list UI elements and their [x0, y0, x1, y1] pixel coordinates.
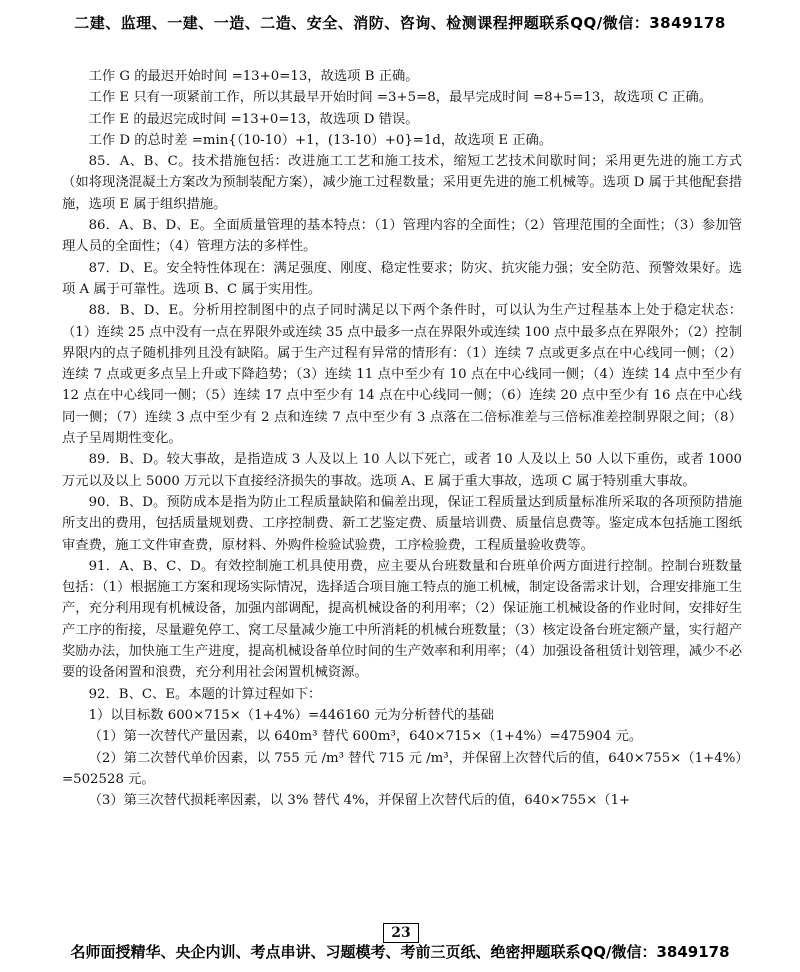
page-content: [62, 66, 742, 811]
page-number: 23: [383, 923, 419, 943]
paragraph: 1）以目标数 600×715×（1+4%）=446160 元为分析替代的基础: [88, 707, 494, 723]
paragraph: 工作 E 只有一项紧前工作，所以其最早开始时间 =3+5=8，最早完成时间 =8+5=13，故选项 C 正确。: [88, 90, 712, 106]
paragraph: （2）第二次替代单价因素，以 755 元 /m³ 替代 715 元 /m³，并保留上次替代后的值，640×755×（1+4%）=502528 元。: [62, 750, 742, 787]
page-header: 二建、监理、一建、一造、二造、安全、消防、咨询、检测课程押题联系QQ/微信：3849178: [74, 14, 726, 32]
paragraph: 89．B、D。较大事故，是指造成 3 人及以上 10 人以下死亡，或者 10 人及以上 50 人以下重伤，或者 1000 万元以及以上 5000 万元以下直接经济损失的事故。选项 A、E 属于重大事故，选项 C 属于特别重大事故。: [62, 452, 742, 489]
paragraph: 工作 E 的最迟完成时间 =13+0=13，故选项 D 错误。: [88, 111, 419, 127]
paragraph: （1）第一次替代产量因素，以 640m³ 替代 600m³，640×715×（1+4%）=475904 元。: [88, 729, 643, 745]
paragraph: 工作 G 的最迟开始时间 =13+0=13，故选项 B 正确。: [88, 69, 419, 84]
paragraph: 88．B、D、E。分析用控制图中的点子同时满足以下两个条件时，可以认为生产过程基本上处于稳定状态：（1）连续 25 点中没有一点在界限外或连续 35 点中最多一点在界限外或连续 100 点中最多点在界限外；（2）控制界限内的点子随机排列且没有缺陷。属于生产过程有异常的情形有：（1）连续 7 点或更多点在中心线同一侧；（2）连续 7 点或更多点呈上升或下降趋势；（3）连续 11 点中至少有 10 点在中心线同一侧；（4）连续 14 点中至少有 12 点在中心线同一侧；（5）连续 17 点中至少有 14 点在中心线同一侧；（6）连续 20 点中至少有 16 点在中心线同一侧；（7）连续 3 点中至少有 2 点和连续 7 点中至少有 3 点落在二倍标准差与三倍标准差控制界限之间；（8）点子呈周期性变化。: [62, 303, 742, 447]
paragraph: （3）第三次替代损耗率因素，以 3% 替代 4%，并保留上次替代后的值，640×755×（1+: [88, 793, 631, 809]
page-footer: 名师面授精华、央企内训、考点串讲、习题模考、考前三页纸、绝密押题联系QQ/微信：3849178: [70, 943, 730, 961]
paragraph: 92．B、C、E。本题的计算过程如下：: [88, 686, 322, 702]
paragraph: 85．A、B、C。技术措施包括：改进施工工艺和施工技术，缩短工艺技术间歇时间；采用更先进的施工方式（如将现浇混凝土方案改为预制装配方案），减少施工过程数量；采用更先进的施工机械等。选项 D 属于其他配套措施，选项 E 属于组织措施。: [62, 154, 742, 212]
paragraph: 87．D、E。安全特性体现在：满足强度、刚度、稳定性要求；防灾、抗灾能力强；安全防范、预警效果好。选项 A 属于可靠性。选项 B、C 属于实用性。: [62, 260, 742, 297]
paragraph: 90．B、D。预防成本是指为防止工程质量缺陷和偏差出现，保证工程质量达到质量标准所采取的各项预防措施所支出的费用，包括质量规划费、工序控制费、新工艺鉴定费、质量培训费、质量信息费等。鉴定成本包括施工图纸审查费，施工文件审查费，原材料、外购件检验试验费，工序检验费，工程质量验收费等。: [62, 494, 742, 553]
paragraph: 工作 D 的总时差 =min{（10-10）+1，(13-10）+0}=1d，故选项 E 正确。: [88, 132, 553, 148]
paragraph: 86．A、B、D、E。全面质量管理的基本特点：（1）管理内容的全面性；（2）管理范围的全面性；（3）参加管理人员的全面性；（4）管理方法的多样性。: [62, 218, 742, 255]
paragraph: 91．A、B、C、D。有效控制施工机具使用费，应主要从台班数量和台班单价两方面进行控制。控制台班数量包括：（1）根据施工方案和现场实际情况，选择适合项目施工特点的施工机械，制定设备需求计划，合理安排施工生产，充分利用现有机械设备，加强内部调配，提高机械设备的利用率；（2）保证施工机械设备的作业时间，安排好生产工序的衔接，尽量避免停工、窝工尽量减少施工中所消耗的机械台班数量；（3）核定设备台班定额产量，实行超产奖励办法，加快施工生产进度，提高机械设备单位时间的生产效率和利用率；（4）加强设备租赁计划管理，减少不必要的设备闲置和浪费，充分利用社会闲置机械资源。: [62, 558, 742, 681]
